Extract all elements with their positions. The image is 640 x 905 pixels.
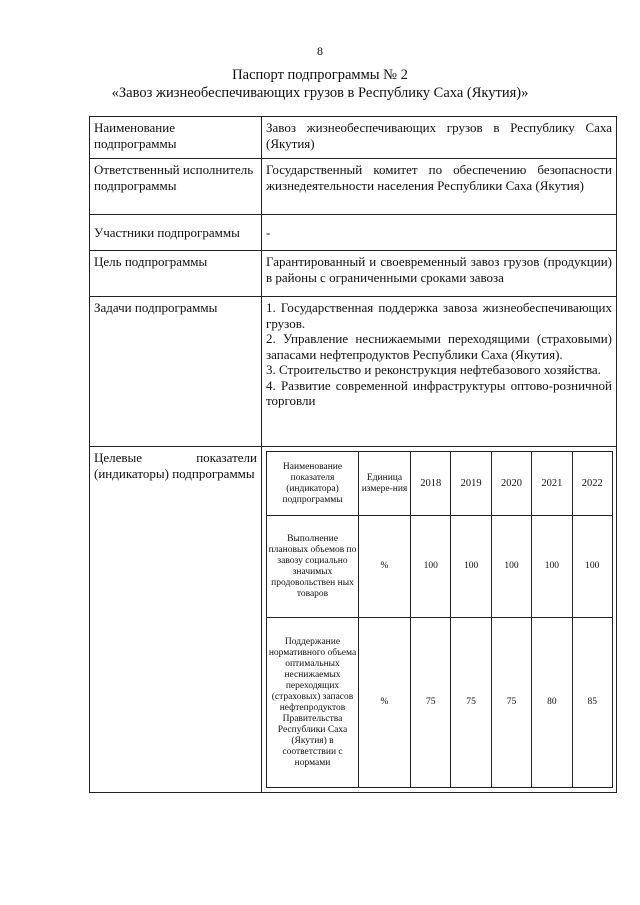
task-item: 2. Управление неснижаемыми переходящими (страховыми) запасами нефтепродуктов Республики Саха (Якутия). [266,331,612,362]
indicator-name: Поддержание нормативного объема оптимальных неснижаемых переходящих (страховых) запасов нефтепродуктов Правительства Республики Саха (Якутия) в соответствии с нормами [267,618,359,788]
indicator-value: 100 [491,516,531,618]
targets-label-left: Целевые [94,450,143,465]
task-item: 1. Государственная поддержка завоза жизнеобеспечивающих грузов. [266,300,612,331]
indicator-value: 100 [411,516,451,618]
indicator-value: 85 [572,618,612,788]
indicators-header-row [267,452,613,516]
row-goal-label: Цель подпрограммы [90,251,262,297]
row-targets [90,447,617,793]
header-year: 2021 [532,452,572,516]
indicator-value: 100 [451,516,491,618]
indicator-value: 75 [491,618,531,788]
title-line-2: «Завоз жизнеобеспечивающих грузов в Республику Саха (Якутия)» [111,85,529,101]
indicator-value: 100 [532,516,572,618]
row-executor-value: Государственный комитет по обеспечению безопасности жизнедеятельности населения Республики Саха (Якутия) [262,159,617,215]
indicator-unit: % [359,618,411,788]
header-year: 2019 [451,452,491,516]
indicator-value: 75 [451,618,491,788]
header-indicator-name: Наименование показателя (индикатора) подпрограммы [267,452,359,516]
row-tasks [90,297,617,447]
row-participants [90,215,617,251]
task-item: 3. Строительство и реконструкция нефтебазового хозяйства. [266,362,601,377]
indicator-name: Выполнение плановых объемов по завозу социально значимых продовольствен ных товаров [267,516,359,618]
task-item: 4. Развитие современной инфраструктуры оптово-розничной торговли [266,377,612,408]
title-line-1: Паспорт подпрограммы № 2 [232,67,408,83]
targets-label-right: показатели [196,450,257,465]
row-targets-label [90,447,262,793]
row-tasks-value [262,297,617,447]
row-participants-label: Участники подпрограммы [90,215,262,251]
row-executor-label: Ответственный исполнитель подпрограммы [90,159,262,215]
document-title [0,66,640,102]
row-name [90,117,617,159]
indicator-value: 80 [532,618,572,788]
indicators-table [266,451,613,788]
row-executor [90,159,617,215]
row-name-value: Завоз жизнеобеспечивающих грузов в Республику Саха (Якутия) [262,117,617,159]
indicator-value: 100 [572,516,612,618]
targets-label-rest: (индикаторы) подпрограммы [94,465,255,481]
row-participants-value: - [262,215,617,251]
row-goal [90,251,617,297]
row-goal-value: Гарантированный и своевременный завоз грузов (продукции) в районы с ограниченными сроками завоза [262,251,617,297]
header-year: 2020 [491,452,531,516]
header-year: 2018 [411,452,451,516]
indicator-row [267,618,613,788]
passport-table [89,116,617,793]
header-unit: Единица измере-ния [359,452,411,516]
indicator-row [267,516,613,618]
row-name-label: Наименование подпрограммы [90,117,262,159]
indicators-cell [262,447,617,793]
page-number: 8 [317,44,323,58]
indicator-value: 75 [411,618,451,788]
header-year: 2022 [572,452,612,516]
indicator-unit: % [359,516,411,618]
row-tasks-label: Задачи подпрограммы [90,297,262,447]
